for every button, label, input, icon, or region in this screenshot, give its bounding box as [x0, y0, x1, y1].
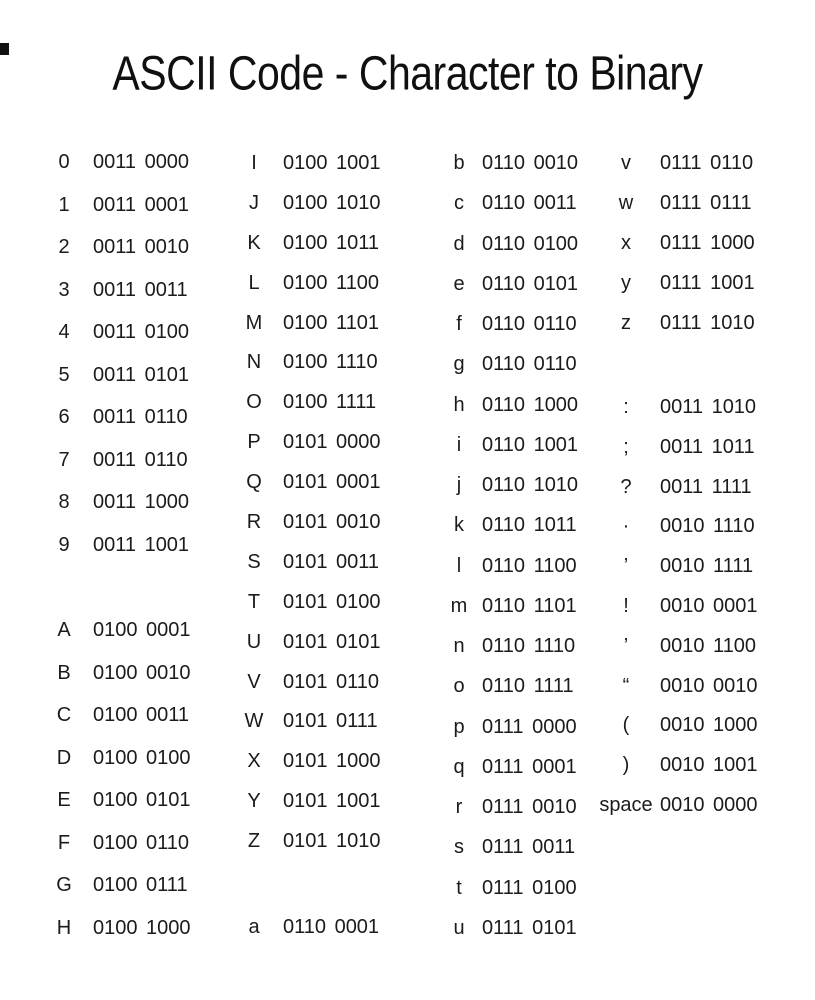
table-row: [50, 873, 191, 916]
character-cell: G: [56, 874, 72, 896]
table-row: [240, 789, 381, 829]
binary-cell: 0011 1111: [660, 475, 752, 498]
binary-cell: 0110 1110: [482, 635, 576, 657]
binary-cell: 0010 1100: [660, 634, 757, 657]
character-cell: a: [248, 916, 260, 938]
binary-cell: 0010 1110: [660, 515, 755, 538]
column-lowercase-v-z-section: [594, 151, 755, 351]
character-cell: U: [246, 630, 262, 653]
page-title: ASCII Code - Character to Binary: [112, 46, 703, 101]
character-cell: ·: [622, 515, 630, 538]
binary-cell: 0110 0110: [482, 353, 577, 376]
binary-cell: 0111 1000: [660, 232, 755, 254]
binary-cell: 0100 1111: [283, 391, 377, 414]
binary-cell: 0110 0100: [482, 232, 579, 255]
character-cell: u: [453, 916, 465, 939]
table-row: [240, 271, 381, 311]
binary-cell: 0011 0000: [93, 151, 190, 173]
binary-cell: 0011 1011: [660, 435, 755, 458]
character-cell: E: [57, 789, 71, 811]
binary-cell: 0110 1101: [482, 594, 577, 617]
binary-cell: 0111 0010: [482, 796, 577, 818]
table-row: [240, 550, 381, 590]
table-row: [50, 490, 189, 533]
table-row: [594, 271, 755, 311]
binary-cell: 0011 0110: [93, 406, 188, 428]
table-row: [240, 510, 381, 550]
column-lowercase-b-u-section: [445, 151, 578, 956]
character-cell: m: [450, 594, 468, 617]
binary-cell: 0100 0001: [93, 619, 191, 641]
table-row: [240, 350, 381, 390]
binary-cell: 0111 1010: [660, 312, 755, 334]
table-row: [445, 473, 578, 513]
binary-cell: 0101 0011: [283, 550, 380, 573]
table-row: [240, 430, 381, 470]
binary-cell: 0100 1000: [93, 916, 191, 939]
character-cell: 8: [58, 491, 70, 513]
character-cell: v: [621, 152, 631, 174]
binary-cell: 0101 0100: [283, 590, 381, 613]
character-cell: b: [453, 152, 465, 174]
column-digits-section: [50, 150, 189, 575]
binary-cell: 0011 0110: [93, 448, 188, 471]
character-cell: O: [246, 391, 262, 414]
binary-cell: 0011 0100: [93, 321, 190, 343]
binary-cell: 0110 0101: [482, 272, 579, 295]
table-row: [240, 749, 381, 789]
character-cell: 6: [58, 406, 70, 428]
table-row: [594, 674, 758, 714]
binary-cell: 0110 0010: [482, 152, 579, 174]
binary-cell: 0111 0100: [482, 876, 577, 899]
character-cell: !: [623, 594, 629, 617]
binary-cell: 0101 0010: [283, 511, 381, 534]
character-cell: 5: [58, 363, 70, 386]
character-cell: B: [57, 661, 71, 684]
binary-cell: 0110 1100: [482, 554, 577, 577]
character-cell: 2: [58, 236, 70, 258]
table-row: [50, 278, 189, 321]
binary-cell: 0101 0111: [283, 710, 378, 733]
binary-cell: 0011 0011: [93, 278, 188, 301]
binary-cell: 0100 1010: [283, 191, 381, 214]
character-cell: 4: [58, 321, 70, 343]
character-cell: c: [454, 192, 464, 215]
character-cell: s: [454, 836, 464, 859]
character-cell: o: [453, 675, 465, 698]
table-row: [240, 915, 379, 955]
character-cell: l: [456, 554, 462, 577]
table-row: [445, 795, 578, 835]
character-cell: n: [453, 635, 465, 657]
character-cell: J: [249, 191, 259, 214]
table-row: [240, 231, 381, 271]
table-row: [445, 715, 578, 755]
table-row: [50, 746, 191, 789]
character-cell: h: [453, 393, 465, 416]
table-row: [50, 320, 189, 363]
binary-cell: 0110 1010: [482, 474, 579, 496]
character-cell: R: [246, 511, 262, 534]
character-cell: X: [247, 750, 261, 773]
table-row: [594, 514, 758, 554]
character-cell: ;: [623, 435, 629, 458]
binary-cell: 0100 0111: [93, 874, 188, 896]
character-cell: T: [247, 590, 261, 613]
binary-cell: 0110 1000: [482, 393, 579, 416]
table-row: [445, 312, 578, 352]
binary-cell: 0100 0100: [93, 746, 191, 769]
binary-cell: 0111 0111: [660, 192, 752, 214]
character-cell: 9: [58, 533, 70, 556]
binary-cell: 0101 0110: [283, 670, 380, 693]
table-row: [50, 363, 189, 406]
character-cell: :: [623, 396, 629, 418]
character-cell: P: [247, 431, 261, 454]
table-row: [240, 630, 381, 670]
binary-cell: 0100 1011: [283, 231, 380, 254]
table-row: [445, 835, 578, 875]
character-cell: ’: [623, 555, 629, 578]
character-cell: ): [622, 754, 630, 777]
character-cell: i: [456, 433, 462, 456]
binary-cell: 0100 1110: [283, 351, 378, 374]
character-cell: ’: [623, 634, 629, 657]
table-row: [445, 151, 578, 191]
character-cell: z: [621, 312, 631, 334]
character-cell: g: [453, 353, 465, 376]
binary-cell: 0111 0110: [660, 152, 754, 174]
binary-cell: 0011 1010: [660, 396, 757, 418]
table-row: [50, 405, 189, 448]
character-cell: H: [56, 916, 72, 939]
table-row: [594, 395, 758, 435]
character-cell: e: [453, 272, 465, 295]
character-cell: W: [244, 710, 264, 733]
table-row: [50, 703, 191, 746]
character-cell: A: [57, 619, 71, 641]
binary-cell: 0011 0101: [93, 363, 190, 386]
table-row: [445, 433, 578, 473]
table-row: [445, 191, 578, 231]
binary-cell: 0111 1001: [660, 272, 755, 294]
table-row: [445, 393, 578, 433]
table-row: [240, 311, 381, 351]
character-cell: Z: [247, 830, 261, 853]
binary-cell: 0100 1100: [283, 271, 380, 294]
binary-cell: 0100 0011: [93, 704, 190, 726]
table-row: [50, 533, 189, 576]
binary-cell: 0101 0001: [283, 471, 381, 494]
table-row: [445, 554, 578, 594]
binary-cell: 0101 0000: [283, 431, 381, 454]
character-cell: 1: [58, 193, 70, 216]
character-cell: y: [621, 272, 631, 294]
binary-cell: 0011 1001: [93, 533, 190, 556]
table-row: [594, 475, 758, 515]
table-row: [240, 590, 381, 630]
character-cell: 7: [58, 448, 70, 471]
binary-cell: 0011 0001: [93, 193, 190, 216]
column-uppercase-i-z-section: [240, 151, 381, 869]
table-row: [445, 594, 578, 634]
binary-cell: 0011 0010: [93, 236, 190, 258]
character-cell: Q: [246, 471, 262, 494]
binary-cell: 0101 1010: [283, 830, 381, 853]
binary-cell: 0010 1001: [660, 754, 758, 777]
binary-cell: 0100 1101: [283, 311, 380, 334]
binary-cell: 0111 0011: [482, 836, 576, 859]
character-cell: K: [247, 231, 261, 254]
binary-cell: 0010 1000: [660, 714, 758, 737]
table-row: [594, 753, 758, 793]
table-row: [445, 674, 578, 714]
binary-cell: 0110 0011: [482, 192, 577, 215]
column-punctuation-section: [594, 395, 758, 833]
table-row: [594, 231, 755, 271]
table-row: [50, 193, 189, 236]
binary-cell: 0010 0000: [660, 793, 758, 816]
binary-cell: 0111 0001: [482, 755, 577, 778]
table-row: [240, 191, 381, 231]
table-row: [240, 470, 381, 510]
binary-cell: 0110 1011: [482, 514, 577, 537]
character-cell: C: [56, 704, 72, 726]
table-row: [445, 876, 578, 916]
character-cell: space: [599, 793, 653, 816]
character-cell: N: [246, 351, 262, 374]
table-row: [594, 191, 755, 231]
character-cell: L: [248, 271, 260, 294]
character-cell: d: [453, 232, 465, 255]
binary-cell: 0011 1000: [93, 491, 190, 513]
table-row: [50, 916, 191, 959]
binary-cell: 0100 1001: [283, 152, 381, 174]
character-cell: f: [456, 313, 462, 335]
character-cell: j: [456, 474, 462, 496]
table-row: [445, 916, 578, 956]
binary-cell: 0010 0001: [660, 594, 758, 617]
table-row: [594, 311, 755, 351]
character-cell: w: [618, 192, 634, 214]
table-row: [594, 594, 758, 634]
table-row: [240, 670, 381, 710]
table-row: [240, 829, 381, 869]
character-cell: p: [453, 715, 465, 738]
character-cell: F: [57, 831, 71, 854]
character-cell: r: [455, 796, 463, 818]
table-row: [594, 554, 758, 594]
binary-cell: 0010 0010: [660, 674, 758, 697]
table-row: [240, 709, 381, 749]
table-row: [50, 235, 189, 278]
binary-cell: 0101 0101: [283, 630, 381, 653]
character-cell: I: [251, 152, 257, 174]
character-cell: t: [456, 876, 462, 899]
table-row: [50, 788, 191, 831]
character-cell: k: [454, 514, 464, 537]
table-row: [445, 755, 578, 795]
column-uppercase-a-h-section: [50, 618, 191, 958]
table-row: [50, 448, 189, 491]
table-row: [594, 151, 755, 191]
column-lowercase-a-section: [240, 915, 379, 955]
table-row: [50, 831, 191, 874]
character-cell: M: [245, 311, 263, 334]
character-cell: Y: [247, 790, 261, 813]
table-row: [445, 513, 578, 553]
character-cell: 3: [58, 278, 70, 301]
table-row: [594, 713, 758, 753]
binary-cell: 0110 1001: [482, 433, 579, 456]
character-cell: V: [247, 670, 261, 693]
table-row: [445, 634, 578, 674]
binary-cell: 0100 0101: [93, 789, 191, 811]
table-row: [594, 435, 758, 475]
binary-cell: 0010 1111: [660, 555, 754, 578]
table-row: [50, 618, 191, 661]
character-cell: q: [453, 755, 465, 778]
table-row: [240, 151, 381, 191]
binary-cell: 0111 0101: [482, 916, 577, 939]
table-row: [240, 390, 381, 430]
character-cell: S: [247, 550, 261, 573]
character-cell: ?: [620, 475, 632, 498]
table-row: [445, 352, 578, 392]
binary-cell: 0101 1001: [283, 790, 381, 813]
table-row: [594, 634, 758, 674]
table-row: [594, 793, 758, 833]
binary-cell: 0110 1111: [482, 675, 574, 698]
binary-cell: 0100 0110: [93, 831, 190, 854]
table-row: [50, 661, 191, 704]
binary-cell: 0100 0010: [93, 661, 191, 684]
table-row: [50, 150, 189, 193]
character-cell: “: [622, 674, 630, 697]
binary-cell: 0110 0110: [482, 313, 577, 335]
character-cell: D: [56, 746, 72, 769]
character-cell: x: [621, 232, 631, 254]
binary-cell: 0111 0000: [482, 715, 577, 738]
table-row: [445, 272, 578, 312]
binary-cell: 0110 0001: [283, 916, 380, 938]
character-cell: (: [622, 714, 630, 737]
binary-cell: 0101 1000: [283, 750, 381, 773]
table-row: [445, 232, 578, 272]
character-cell: 0: [58, 151, 70, 173]
